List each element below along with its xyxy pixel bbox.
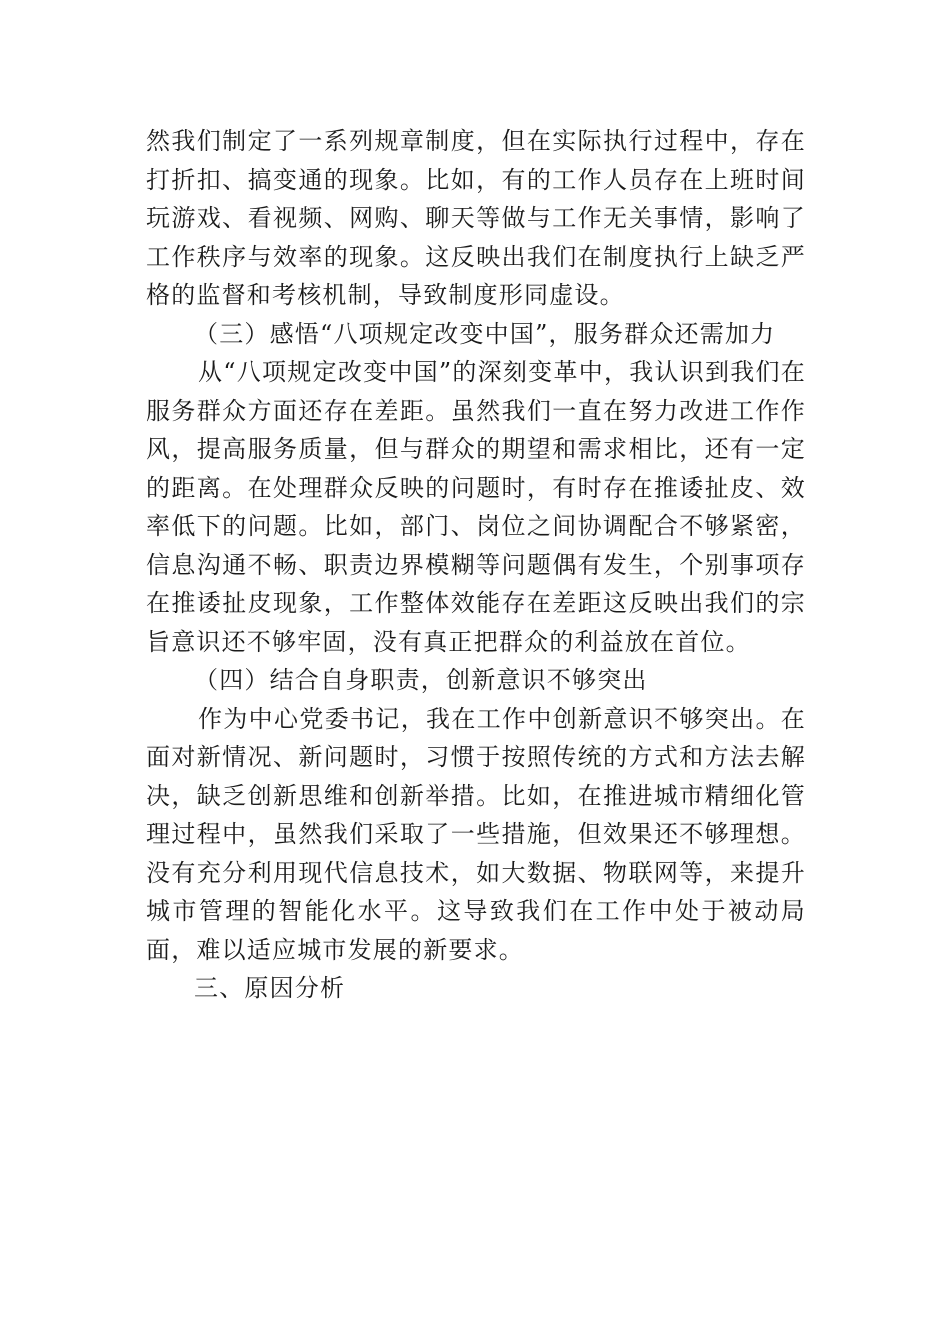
document-body [146, 122, 806, 1008]
section-heading-four: （四）结合自身职责，创新意识不够突出 [194, 666, 648, 694]
section-heading-cause-analysis: 三、原因分析 [194, 974, 346, 1002]
section-heading-three: （三）感悟“八项规定改变中国”，服务群众还需加力 [194, 319, 776, 348]
paragraph-rules-execution: 然我们制定了一系列规章制度，但在实际执行过程中，存在打折扣、搞变通的现象。比如，有的工作人员存在上班时间玩游戏、看视频、网购、聊天等做与工作无关事情，影响了工作秩序与效率的现象。这反映出我们在制度执行上缺乏严格的监督和考核机制，导致制度形同虚设。 [146, 127, 806, 309]
paragraph-serving-masses: 从“八项规定改变中国”的深刻变革中，我认识到我们在服务群众方面还存在差距。虽然我们一直在努力改进工作作风，提高服务质量，但与群众的期望和需求相比，还有一定的距离。在处理群众反映的问题时，有时存在推诿扯皮、效率低下的问题。比如，部门、岗位之间协调配合不够紧密，信息沟通不畅、职责边界模糊等问题偶有发生，个别事项存在推诿扯皮现象，工作整体效能存在差距这反映出我们的宗旨意识还不够牢固，没有真正把群众的利益放在首位。 [146, 358, 806, 656]
paragraph-innovation: 作为中心党委书记，我在工作中创新意识不够突出。在面对新情况、新问题时，习惯于按照传统的方式和方法去解决，缺乏创新思维和创新举措。比如，在推进城市精细化管理过程中，虽然我们采取了一些措施，但效果还不够理想。没有充分利用现代信息技术，如大数据、物联网等，来提升城市管理的智能化水平。这导致我们在工作中处于被动局面，难以适应城市发展的新要求。 [146, 704, 806, 964]
